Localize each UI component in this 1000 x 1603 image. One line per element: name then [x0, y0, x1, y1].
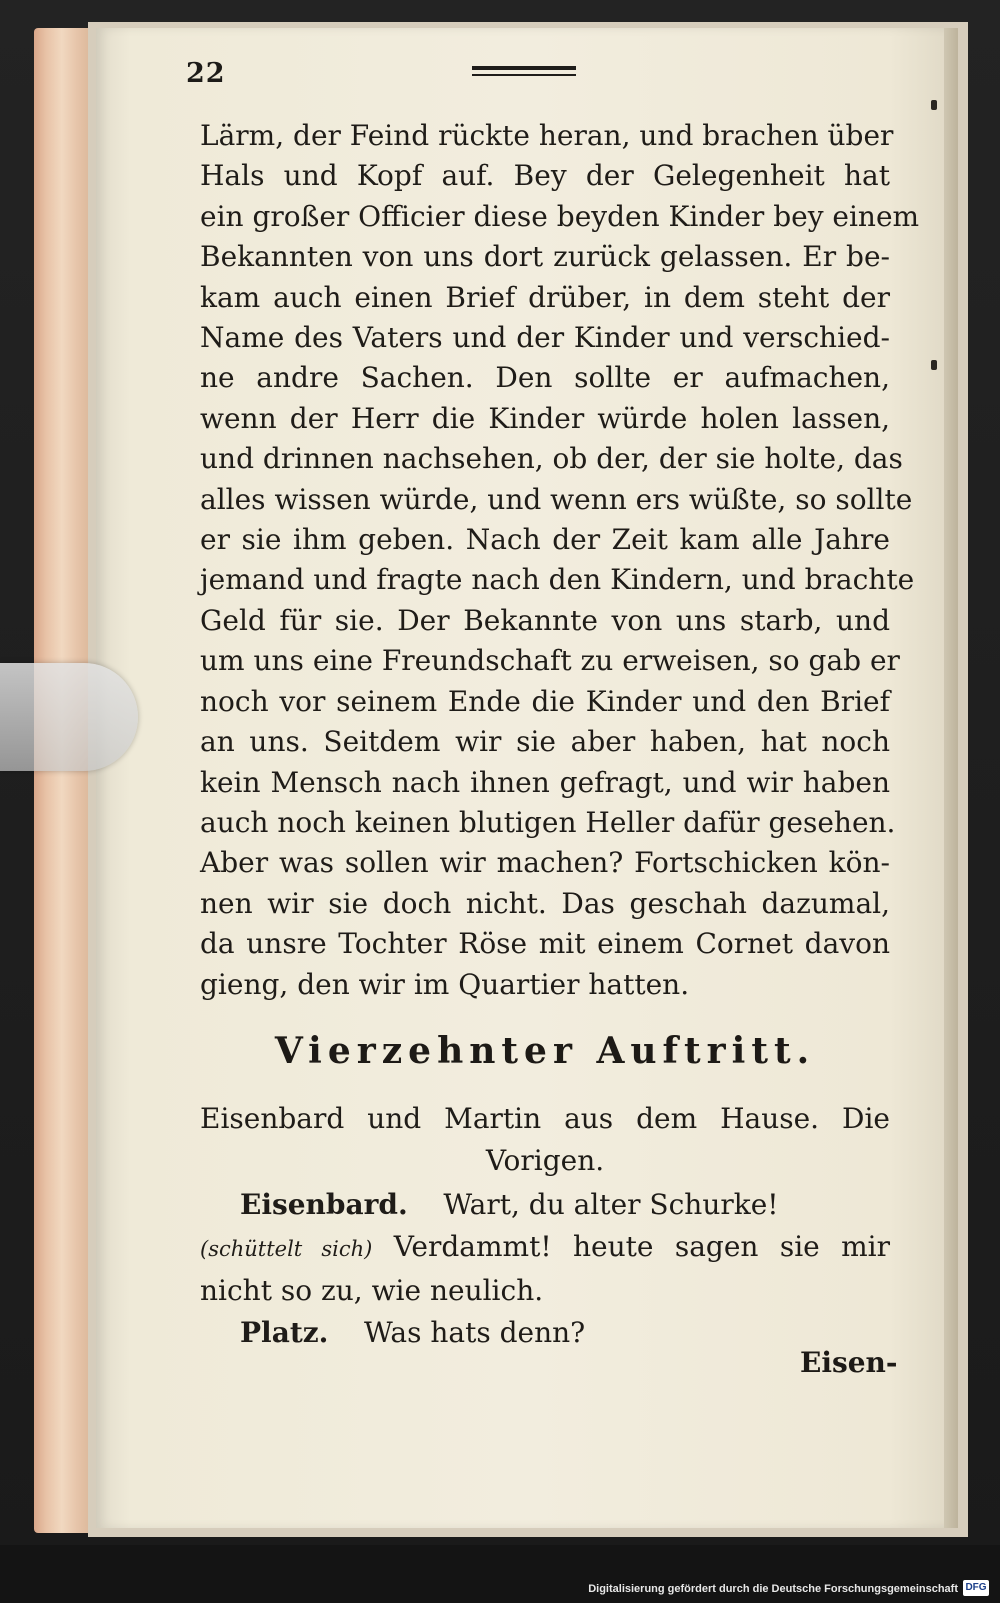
text-line: auch noch keinen blutigen Heller dafür gesehen.: [200, 805, 896, 839]
text-line: um uns eine Freundschaft zu erweisen, so gab er: [200, 644, 900, 678]
stage-direction: [200, 1098, 890, 1182]
text-line: und drinnen nachsehen, ob der, der sie holte, das: [200, 442, 903, 476]
page-clip: [0, 663, 138, 771]
text-line: jemand und fragte nach den Kindern, und brachte: [200, 563, 915, 597]
page-gutter-edge: [944, 28, 958, 1528]
text-line: nen wir sie doch nicht. Das geschah dazumal,: [200, 886, 890, 920]
dialogue: [200, 1184, 890, 1354]
margin-mark: [931, 360, 937, 370]
text-line: ne andre Sachen. Den sollte er aufmachen,: [200, 361, 890, 395]
text-line: noch vor seinem Ende die Kinder und den Brief: [200, 684, 890, 718]
scene-heading: Vierzehnter Auftritt.: [274, 1030, 816, 1072]
speaker-name: Eisenbard.: [240, 1188, 408, 1221]
margin-mark: [931, 100, 937, 110]
body-text: [200, 116, 920, 1005]
parenthetical: (schüttelt sich): [200, 1237, 373, 1261]
dfg-logo: DFG: [963, 1580, 989, 1596]
text-line: alles wissen würde, und wenn ers wüßte, so sollte: [200, 482, 913, 516]
speaker-name: Platz.: [240, 1316, 329, 1349]
dialogue-line: [200, 1226, 890, 1270]
page-number: 22: [186, 58, 226, 89]
text-line: Name des Vaters und der Kinder und verschied-: [200, 321, 890, 355]
text-line: an uns. Seitdem wir sie aber haben, hat noch: [200, 725, 890, 759]
text-line: da unsre Tochter Röse mit einem Cornet davon: [200, 927, 890, 961]
text-line: er sie ihm geben. Nach der Zeit kam alle Jahre: [200, 523, 890, 557]
stage-direction-line: Vorigen.: [485, 1144, 605, 1177]
text-line: Bekannten von uns dort zurück gelassen. Er be-: [200, 240, 890, 274]
speech-text: Verdammt! heute sagen sie mir: [393, 1230, 891, 1263]
header-rule-thin: [472, 74, 576, 76]
text-line: gieng, den wir im Quartier hatten.: [200, 967, 690, 1001]
text-line: Hals und Kopf auf. Bey der Gelegenheit hat: [200, 159, 890, 193]
text-line: kein Mensch nach ihnen gefragt, und wir haben: [200, 765, 890, 799]
text-line: kam auch einen Brief drüber, in dem steht der: [200, 280, 890, 314]
dialogue-line: [200, 1184, 890, 1226]
dialogue-line: [200, 1312, 890, 1354]
book-fore-edge: [34, 28, 96, 1533]
speech-text: nicht so zu, wie neulich.: [200, 1274, 544, 1307]
text-line: Lärm, der Feind rückte heran, und brachen über: [200, 119, 894, 152]
digitization-credit: Digitalisierung gefördert durch die Deutsche Forschungsgemeinschaft: [588, 1583, 958, 1595]
dialogue-line: [200, 1270, 890, 1312]
text-line: Aber was sollen wir machen? Fortschicken kön-: [200, 846, 890, 880]
speech-text: Wart, du alter Schurke!: [443, 1188, 779, 1221]
speech-text: Was hats denn?: [364, 1316, 586, 1349]
text-line: Geld für sie. Der Bekannte von uns starb, und: [200, 603, 890, 637]
text-line: ein großer Officier diese beyden Kinder bey einem: [200, 199, 920, 233]
catchword: Eisen-: [800, 1346, 898, 1379]
stage-direction-line: Eisenbard und Martin aus dem Hause. Die: [200, 1102, 890, 1135]
header-rule: [472, 66, 576, 70]
text-line: wenn der Herr die Kinder würde holen lassen,: [200, 401, 890, 435]
